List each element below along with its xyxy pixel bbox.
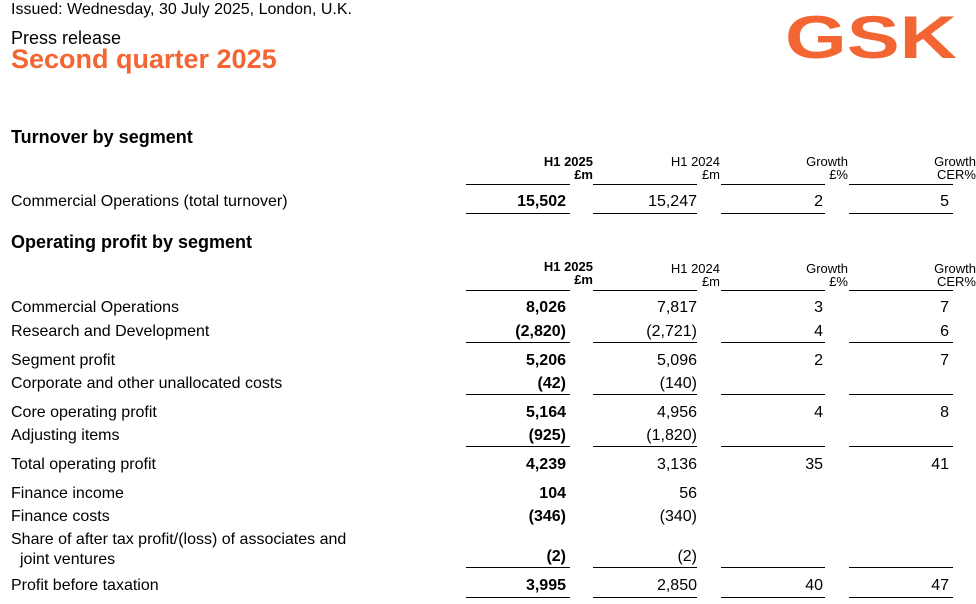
col-header-h1-2024: H1 2024 £m [670, 154, 720, 182]
value-h1-2025: 8,026 [525, 299, 566, 316]
issued-date: Issued: Wednesday, 30 July 2025, London, U.K. [11, 1, 352, 18]
row-rule [849, 213, 953, 214]
value-growth-gbp: 4 [814, 404, 823, 421]
row-label: Core operating profit [11, 404, 157, 421]
header-rule [849, 290, 953, 291]
row-label: Corporate and other unallocated costs [11, 375, 283, 392]
row-rule [593, 394, 697, 395]
col-header-h1-2025: H1 2025 £m [543, 154, 593, 182]
value-growth-gbp: 2 [814, 352, 823, 369]
row-rule [849, 446, 953, 447]
col-header-growth-cer: Growth CER% [934, 261, 976, 289]
row-label: Research and Development [11, 323, 210, 340]
value-growth-gbp: 40 [805, 577, 823, 594]
value-h1-2024: 5,096 [656, 352, 697, 369]
row-rule [849, 394, 953, 395]
row-rule [721, 446, 825, 447]
row-label: Adjusting items [11, 427, 120, 444]
op-profit-section-title: Operating profit by segment [11, 232, 253, 252]
row-rule [466, 446, 570, 447]
turnover-section-title: Turnover by segment [11, 127, 193, 147]
col-header-growth-gbp: Growth £% [806, 154, 848, 182]
header-rule [721, 290, 825, 291]
value-growth-gbp: 3 [814, 299, 823, 316]
row-label: Finance costs [11, 508, 110, 525]
value-h1-2024: 2,850 [656, 577, 697, 594]
page-title: Second quarter 2025 [11, 44, 277, 74]
value-growth-gbp: 2 [814, 193, 823, 210]
row-rule [849, 567, 953, 568]
header-rule [593, 184, 697, 185]
value-h1-2025: 5,164 [525, 404, 566, 421]
col-header-growth-gbp: Growth £% [806, 261, 848, 289]
value-h1-2025: (2) [546, 548, 566, 565]
value-h1-2025: 3,995 [525, 577, 566, 594]
value-h1-2024: 56 [679, 485, 697, 502]
value-h1-2025: 5,206 [525, 352, 566, 369]
value-growth-cer: 7 [940, 352, 949, 369]
value-growth-gbp: 35 [805, 456, 823, 473]
header-rule [849, 184, 953, 185]
col-header-h1-2025: H1 2025 £m [543, 259, 593, 287]
value-h1-2025: (925) [528, 427, 566, 444]
row-rule [721, 394, 825, 395]
value-growth-cer: 6 [940, 323, 949, 340]
row-label: Finance income [11, 485, 124, 502]
row-label: Segment profit [11, 352, 116, 369]
header-rule [593, 290, 697, 291]
row-label-line2: joint ventures [20, 551, 116, 568]
value-h1-2025: 15,502 [517, 193, 566, 210]
gsk-logo [785, 4, 957, 71]
col-header-h1-2024: H1 2024 £m [670, 261, 720, 289]
row-rule [593, 446, 697, 447]
value-h1-2025: (346) [528, 508, 566, 525]
header-rule [721, 184, 825, 185]
value-h1-2024: 3,136 [656, 456, 697, 473]
row-rule [721, 567, 825, 568]
value-h1-2024: 7,817 [656, 299, 697, 316]
value-growth-cer: 7 [940, 299, 949, 316]
row-rule [849, 342, 953, 343]
row-rule [466, 342, 570, 343]
row-rule [721, 213, 825, 214]
value-h1-2025: 104 [539, 485, 566, 502]
value-h1-2024: 4,956 [656, 404, 697, 421]
row-label: Total operating profit [11, 456, 156, 473]
value-growth-cer: 41 [931, 456, 949, 473]
row-rule [721, 342, 825, 343]
value-h1-2024: (340) [659, 508, 697, 525]
value-h1-2024: (140) [659, 375, 697, 392]
row-rule [593, 567, 697, 568]
row-label: Commercial Operations [11, 299, 180, 316]
row-rule [466, 567, 570, 568]
gsk-logo-icon [785, 4, 957, 71]
row-rule [849, 597, 953, 598]
press-release-label: Press release [11, 28, 122, 48]
col-header-growth-cer: Growth CER% [934, 154, 976, 182]
value-growth-gbp: 4 [814, 323, 823, 340]
value-h1-2024: (2) [677, 548, 697, 565]
row-label: Profit before taxation [11, 577, 159, 594]
row-rule [466, 597, 570, 598]
header-rule [466, 290, 570, 291]
value-h1-2025: (42) [537, 375, 566, 392]
value-growth-cer: 47 [931, 577, 949, 594]
row-rule [466, 394, 570, 395]
value-h1-2024: (1,820) [646, 427, 697, 444]
row-label [11, 530, 346, 570]
value-growth-cer: 5 [940, 193, 949, 210]
header-rule [466, 184, 570, 185]
value-growth-cer: 8 [940, 404, 949, 421]
row-rule [593, 597, 697, 598]
value-h1-2024: 15,247 [648, 193, 697, 210]
row-rule [593, 342, 697, 343]
value-h1-2025: (2,820) [515, 323, 566, 340]
row-rule [466, 213, 570, 214]
value-h1-2024: (2,721) [646, 323, 697, 340]
row-rule [721, 597, 825, 598]
row-rule [593, 213, 697, 214]
svg-text:GSK: GSK [785, 4, 957, 71]
row-label-line1: Share of after tax profit/(loss) of associates and [11, 531, 347, 548]
value-h1-2025: 4,239 [525, 456, 566, 473]
row-label: Commercial Operations (total turnover) [11, 193, 288, 210]
